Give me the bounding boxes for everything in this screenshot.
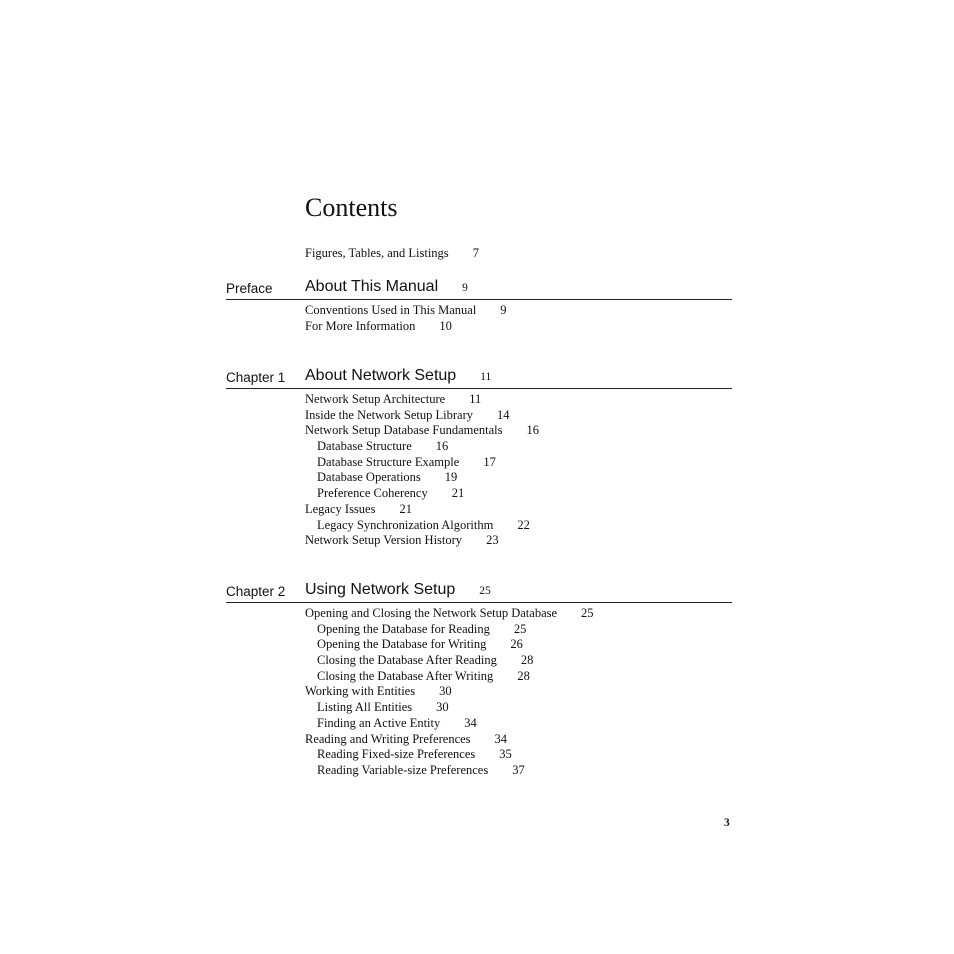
toc-entry-text: Conventions Used in This Manual	[305, 303, 477, 317]
toc-entry[interactable]	[305, 502, 732, 518]
toc-entry-text: Legacy Synchronization Algorithm	[317, 517, 494, 532]
toc-entry-page: 28	[520, 653, 534, 668]
section-chapter-2	[226, 580, 732, 779]
toc-entry-text: Legacy Issues	[305, 501, 376, 516]
toc-intro-entry[interactable]	[305, 245, 479, 261]
toc-entry[interactable]	[305, 763, 732, 779]
toc-entry-page: 35	[499, 747, 512, 762]
toc-entry[interactable]	[305, 732, 732, 748]
toc-entry[interactable]	[305, 408, 732, 424]
toc-entry-list	[226, 300, 732, 334]
toc-entry-page: 30	[439, 684, 452, 699]
section-title-link[interactable]	[305, 581, 491, 599]
toc-entry-page: 17	[483, 454, 496, 469]
toc-entry-text: Figures, Tables, and Listings	[305, 246, 449, 260]
toc-entry[interactable]	[305, 700, 732, 716]
toc-entry[interactable]	[305, 392, 732, 408]
toc-entry-page: 37	[512, 762, 525, 777]
toc-entry-page: 16	[526, 423, 540, 438]
page-title: Contents	[305, 193, 398, 223]
toc-entry[interactable]	[305, 606, 732, 622]
toc-entry[interactable]	[305, 716, 732, 732]
toc-entry[interactable]	[305, 439, 732, 455]
section-heading	[226, 277, 732, 300]
section-title: About Network Setup	[305, 367, 457, 384]
section-heading	[226, 580, 732, 603]
toc-entry-text: Opening the Database for Writing	[317, 637, 487, 652]
toc-entry[interactable]	[305, 747, 732, 763]
section-label: Chapter 2	[226, 584, 286, 599]
section-label: Chapter 1	[226, 370, 286, 385]
toc-entry-text: Opening the Database for Reading	[317, 621, 490, 636]
toc-entry-page: 30	[436, 700, 449, 715]
toc-entry-page: 25	[513, 621, 527, 636]
toc-entry-text: Closing the Database After Reading	[317, 653, 497, 668]
toc-entry-page: 34	[494, 731, 508, 746]
toc-entry-text: Preference Coherency	[317, 486, 428, 501]
toc-entry-page: 9	[500, 303, 507, 317]
toc-entry-page: 19	[444, 470, 458, 485]
toc-entry-text: Reading and Writing Preferences	[305, 731, 471, 746]
section-title-link[interactable]	[305, 278, 468, 296]
toc-entry-text: Inside the Network Setup Library	[305, 407, 474, 422]
toc-entry[interactable]	[305, 622, 732, 638]
section-preface	[226, 277, 732, 334]
toc-entry[interactable]	[305, 518, 732, 534]
toc-entry[interactable]	[305, 653, 732, 669]
toc-entry[interactable]	[305, 669, 732, 685]
toc-entry-text: Working with Entities	[305, 684, 416, 699]
toc-entry-text: For More Information	[305, 318, 416, 333]
toc-entry-text: Listing All Entities	[317, 700, 413, 715]
toc-entry[interactable]	[305, 319, 732, 335]
toc-entry-page: 14	[497, 407, 510, 422]
section-label: Preface	[226, 281, 273, 296]
toc-entry[interactable]	[305, 423, 732, 439]
toc-entry-text: Database Structure Example	[317, 454, 460, 469]
page-number: 3	[724, 817, 730, 829]
toc-entry[interactable]	[305, 455, 732, 471]
toc-entry-list	[226, 603, 732, 779]
toc-entry-text: Network Setup Architecture	[305, 392, 446, 406]
toc-entry-page: 25	[581, 606, 594, 620]
toc-entry-page: 34	[464, 715, 477, 730]
toc-entry-text: Network Setup Version History	[305, 533, 463, 548]
toc-entry-text: Database Operations	[317, 470, 421, 485]
toc-entry-text: Finding an Active Entity	[317, 715, 441, 730]
toc-entry-text: Opening and Closing the Network Setup Database	[305, 606, 558, 620]
toc-entry-text: Network Setup Database Fundamentals	[305, 423, 503, 438]
toc-entry-text: Reading Variable-size Preferences	[317, 762, 489, 777]
toc-entry-page: 26	[510, 637, 523, 652]
toc-entry[interactable]	[305, 533, 732, 549]
toc-entry-text: Database Structure	[317, 439, 412, 454]
toc-entry-text: Reading Fixed-size Preferences	[317, 747, 476, 762]
toc-entry-page: 7	[472, 246, 479, 260]
section-title: About This Manual	[305, 278, 439, 295]
toc-entry-page: 21	[451, 486, 465, 501]
toc-entry-list	[226, 389, 732, 549]
section-title: Using Network Setup	[305, 581, 456, 598]
section-page-number: 9	[462, 282, 468, 294]
toc-entry-page: 28	[517, 668, 530, 683]
toc-entry-page: 23	[486, 533, 499, 548]
section-heading	[226, 366, 732, 389]
toc-entry-page: 22	[517, 517, 530, 532]
toc-entry[interactable]	[305, 637, 732, 653]
section-page-number: 25	[479, 585, 491, 597]
toc-entry[interactable]	[305, 470, 732, 486]
toc-entry[interactable]	[305, 684, 732, 700]
section-page-number: 11	[480, 371, 492, 383]
toc-entry-page: 21	[399, 501, 412, 516]
toc-entry-page: 16	[435, 439, 449, 454]
section-chapter-1	[226, 366, 732, 549]
toc-entry-text: Closing the Database After Writing	[317, 668, 494, 683]
toc-entry-page: 11	[469, 392, 482, 406]
section-title-link[interactable]	[305, 367, 491, 385]
toc-entry[interactable]	[305, 486, 732, 502]
toc-entry[interactable]	[305, 303, 732, 319]
toc-entry-page: 10	[439, 318, 452, 333]
